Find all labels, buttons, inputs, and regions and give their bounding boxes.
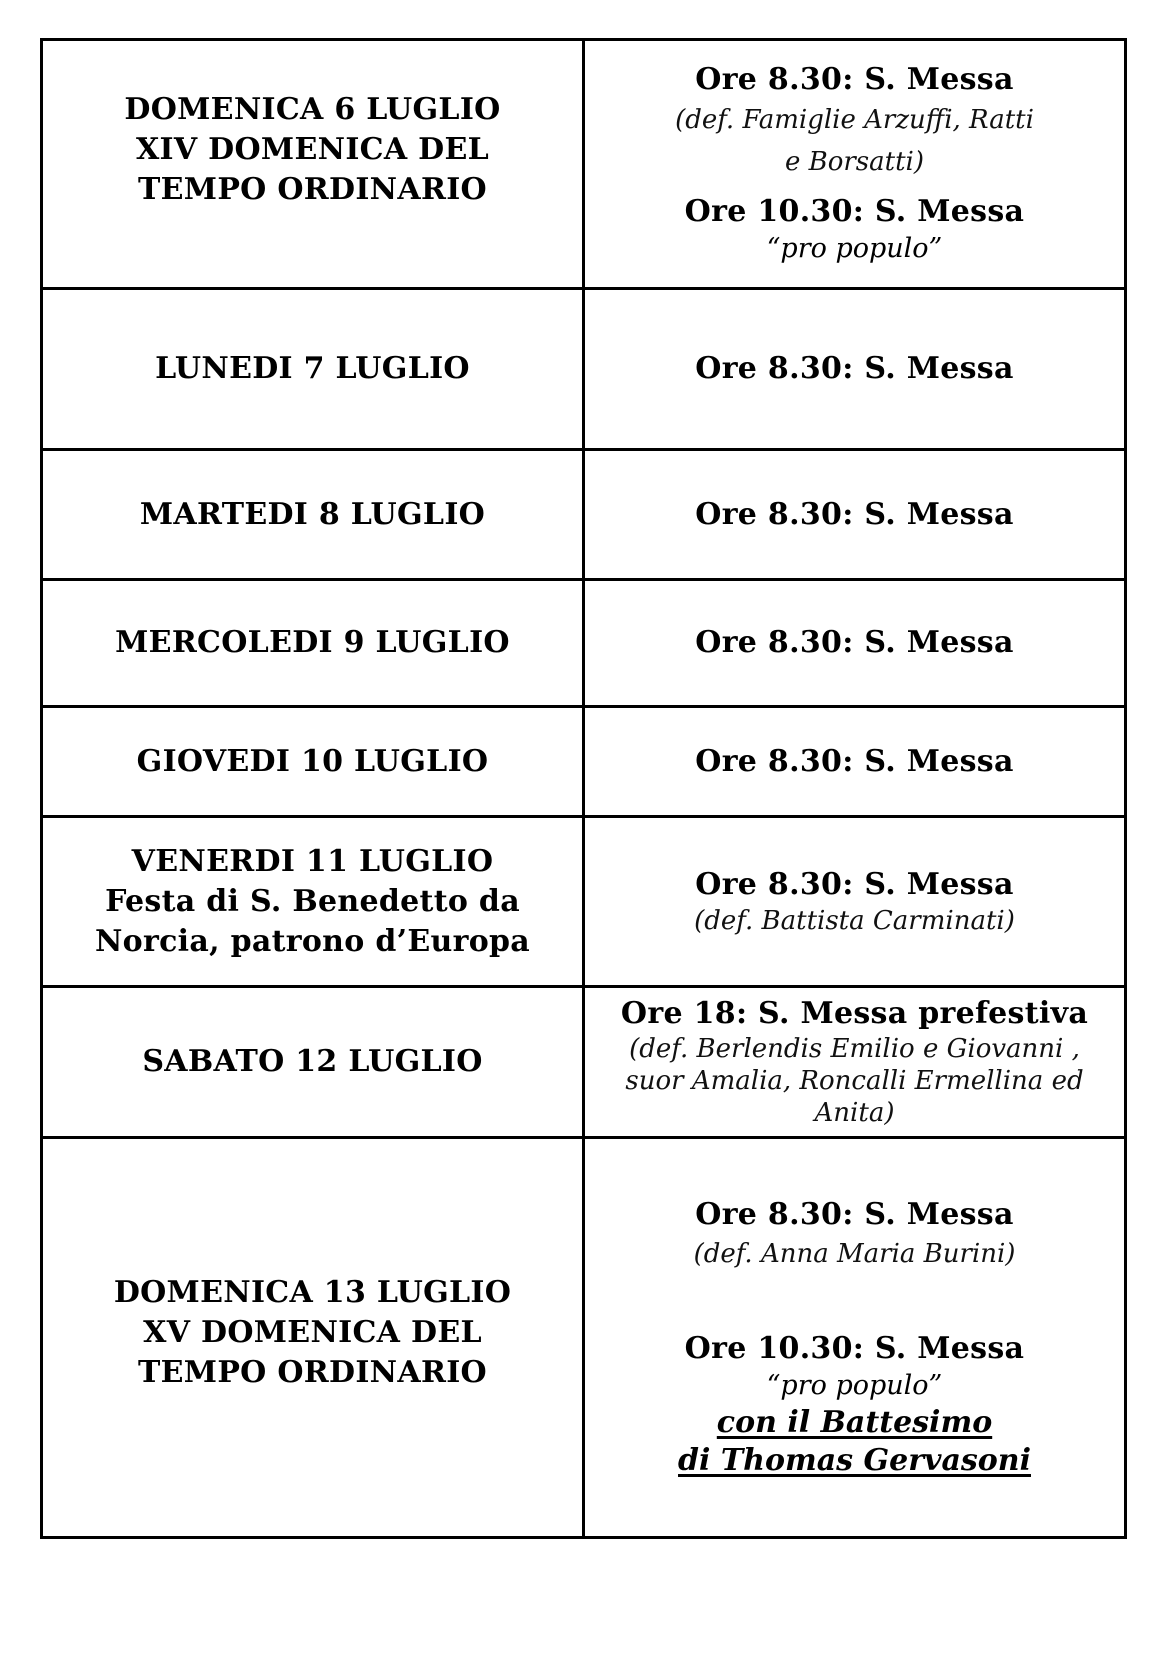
day-line: MERCOLEDI 9 LUGLIO [115, 625, 510, 660]
day-cell [43, 818, 585, 985]
events-cell [585, 1139, 1124, 1536]
event-time: Ore 10.30: S. Messa [684, 194, 1025, 229]
event-note: e Borsatti) [784, 147, 925, 177]
day-cell [43, 41, 585, 287]
day-cell [43, 451, 585, 578]
events-cell [585, 290, 1124, 448]
day-cell [43, 290, 585, 448]
schedule-row [43, 818, 1124, 988]
events-cell [585, 708, 1124, 815]
event-time: Ore 18: S. Messa prefestiva [620, 996, 1089, 1031]
schedule-row [43, 988, 1124, 1139]
event-time: Ore 8.30: S. Messa [695, 866, 1014, 902]
day-line: SABATO 12 LUGLIO [142, 1044, 483, 1079]
schedule-row [43, 708, 1124, 818]
event-time: Ore 10.30: S. Messa [684, 1330, 1025, 1366]
event-time: Ore 8.30: S. Messa [695, 625, 1014, 660]
events-cell [585, 41, 1124, 287]
schedule-row [43, 451, 1124, 581]
event-note: (def. Battista Carminati) [694, 905, 1015, 936]
schedule-row [43, 290, 1124, 451]
event-note: (def. Anna Maria Burini) [693, 1238, 1016, 1269]
events-cell [585, 451, 1124, 578]
day-line: XV DOMENICA DEL [143, 1314, 482, 1350]
day-line: DOMENICA 6 LUGLIO [124, 92, 501, 127]
day-cell [43, 581, 585, 705]
event-note: (def. Berlendis Emilio e Giovanni , [629, 1034, 1080, 1064]
mass-schedule-table [40, 38, 1127, 1539]
day-line: Festa di S. Benedetto da [105, 883, 520, 919]
event-time: Ore 8.30: S. Messa [695, 351, 1014, 386]
day-cell [43, 1139, 585, 1536]
event-note: “pro populo” [766, 1369, 943, 1401]
schedule-row [43, 41, 1124, 290]
day-cell [43, 708, 585, 815]
event-note: (def. Famiglie Arzuffi, Ratti [675, 105, 1034, 135]
day-line: TEMPO ORDINARIO [138, 1354, 487, 1390]
day-cell [43, 988, 585, 1136]
baptism-note: con il Battesimo [716, 1404, 993, 1440]
event-note: “pro populo” [766, 233, 943, 264]
day-line: VENERDI 11 LUGLIO [131, 843, 494, 879]
event-time: Ore 8.30: S. Messa [695, 62, 1014, 97]
schedule-row [43, 1139, 1124, 1536]
day-line: TEMPO ORDINARIO [138, 172, 487, 207]
day-line: Norcia, patrono d’Europa [94, 923, 531, 959]
schedule-row [43, 581, 1124, 708]
events-cell [585, 988, 1124, 1136]
event-note: suor Amalia, Roncalli Ermellina ed [625, 1066, 1084, 1096]
baptism-note: di Thomas Gervasoni [678, 1442, 1031, 1478]
event-time: Ore 8.30: S. Messa [695, 743, 1014, 779]
day-line: DOMENICA 13 LUGLIO [113, 1274, 512, 1310]
day-line: LUNEDI 7 LUGLIO [155, 351, 470, 386]
day-line: GIOVEDI 10 LUGLIO [136, 743, 489, 779]
event-time: Ore 8.30: S. Messa [695, 496, 1014, 532]
event-time: Ore 8.30: S. Messa [695, 1196, 1014, 1232]
events-cell [585, 581, 1124, 705]
event-note: Anita) [814, 1098, 895, 1128]
events-cell [585, 818, 1124, 985]
day-line: XIV DOMENICA DEL [135, 132, 490, 167]
day-line: MARTEDI 8 LUGLIO [139, 496, 486, 532]
